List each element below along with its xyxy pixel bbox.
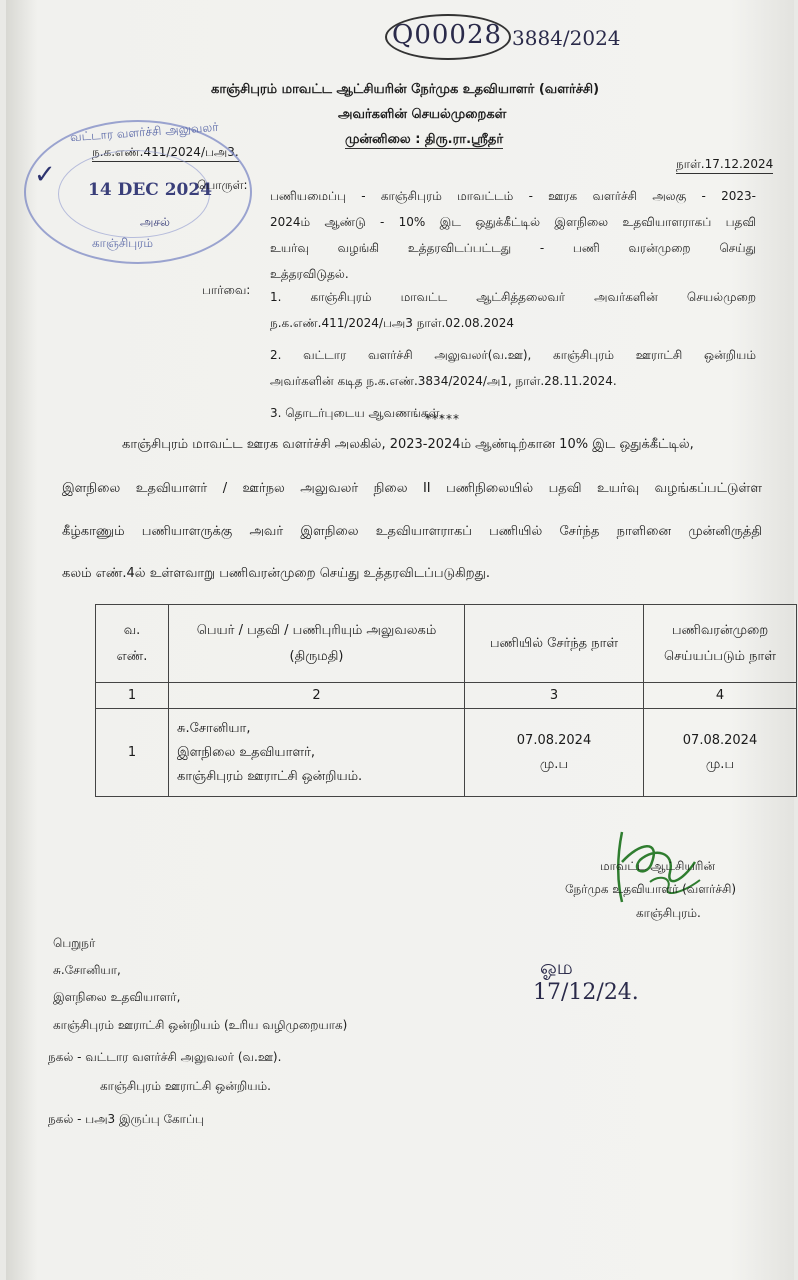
reference-list [270,284,756,426]
stamp-date: 14 DEC 2024 [88,180,213,200]
order-date: நாள்.17.12.2024 [676,157,773,174]
stamp-check-mark: ✓ [34,160,56,190]
reference-label: பார்வை: [202,283,251,297]
stamp-bottom-text: காஞ்சிபுரம் [92,236,154,250]
column-number: 1 [96,683,169,709]
recipient-line: சு.சோனியா, [53,963,121,977]
handwritten-initials: ஓம [540,955,573,979]
body-line-1: காஞ்சிபுரம் மாவட்ட ஊரக வளர்ச்சி அலகில், 2023-2024ம் ஆண்டிற்கான 10% இட ஒதுக்கீட்டில், [122,437,694,452]
recipient-line: காஞ்சிபுரம் ஊராட்சி ஒன்றியம் (உரிய வழிமுறையாக) [53,1018,348,1032]
file-number: ந.க.எண்.411/2024/பஅ3. [92,145,239,162]
subject-label: பொருள்: [197,178,248,192]
header-name [169,605,465,683]
table-header-row [96,605,797,683]
table-row [96,709,797,797]
row-name-line: இளநிலை உதவியாளர், [177,744,316,760]
body-line-2: இளநிலை உதவியாளர் / ஊர்நல அலுவலர் நிலை II பணிநிலையில் பதவி உயர்வு வழங்கப்பட்டுள்ள [62,481,762,496]
copy-to-file: நகல் - பஅ3 இருப்பு கோப்பு [48,1112,204,1126]
handwritten-date: 17/12/24. [533,980,639,1005]
header-text: வ. [123,622,141,638]
recipient-line: இளநிலை உதவியாளர், [53,990,181,1004]
header-join-date [465,605,644,683]
signatory-line-1: மாவட்ட ஆட்சியரின் [600,859,716,873]
subject-line: உத்தரவிடுதல். [270,267,349,281]
reference-item-1-line-1: 1. காஞ்சிபுரம் மாவட்ட ஆட்சித்தலைவர் அவர்களின் செயல்முறை [270,290,756,304]
copy-to-bdo-office: காஞ்சிபுரம் ஊராட்சி ஒன்றியம். [100,1079,271,1093]
recipient-label: பெறுநர் [53,936,96,950]
reference-item-3: 3. தொடர்புடைய ஆவணங்கள். [270,406,444,420]
row-join-date [465,709,644,797]
row-name [169,709,465,797]
circled-number: Q00028 [392,20,503,50]
reference-item-2-line-2: அவர்களின் கடித ந.க.எண்.3834/2024/அ1, நாள்.28.11.2024. [270,374,617,388]
body-line-3: கீழ்காணும் பணியாளருக்கு அவர் இளநிலை உதவியாளராகப் பணியில் சேர்ந்த நாளினை முன்னிருத்தி [62,524,762,539]
stamp-initials: அசல் [140,215,170,229]
subject-line: உயர்வு வழங்கி உத்தரவிடப்பட்டது - பணி வரன்முறை செய்து [270,241,756,255]
row-date: 07.08.2024 [682,732,758,748]
column-number: 3 [465,683,644,709]
header-regularisation-date [644,605,797,683]
stamp-top-text: வட்டார வளர்ச்சி அலுவலர் [69,119,219,145]
header-text: பணியில் சேர்ந்த நாள் [489,635,619,651]
column-number: 4 [644,683,797,709]
subject-text [270,183,756,287]
subject-line: பணியமைப்பு - காஞ்சிபுரம் மாவட்டம் - ஊரக வளர்ச்சி அலகு - 2023- [270,189,756,203]
header-line-1: காஞ்சிபுரம் மாவட்ட ஆட்சியரின் நேர்முக உதவியாளர் (வளர்ச்சி) [211,82,600,97]
row-date: 07.08.2024 [516,732,592,748]
header-presence: முன்னிலை : திரு.ரா.ஸ்ரீதர் [345,132,504,147]
signatory-line-2: நேர்முக உதவியாளர் (வளர்ச்சி) [565,882,737,896]
header-text: பெயர் / பதவி / பணிபுரியும் அலுவலகம் [196,622,437,638]
reference-item-2-line-1: 2. வட்டார வளர்ச்சி அலுவலர்(வ.ஊ), காஞ்சிபுரம் ஊராட்சி ஒன்றியம் [270,348,756,362]
signatory-line-3: காஞ்சிபுரம். [636,906,701,920]
header-text: எண். [116,648,148,664]
header-line-2: அவர்களின் செயல்முறைகள் [338,107,507,122]
reference-item-1-line-2: ந.க.எண்.411/2024/பஅ3 நாள்.02.08.2024 [270,316,515,330]
column-number: 2 [169,683,465,709]
row-session: மு.ப [539,756,569,772]
row-name-line: சு.சோனியா, [177,720,251,736]
separator-stars: ***** [425,412,460,426]
copy-to-bdo: நகல் - வட்டார வளர்ச்சி அலுவலர் (வ.ஊ). [48,1050,282,1064]
regularisation-table [95,604,797,797]
handwritten-ref-number: 3884/2024 [512,26,621,50]
row-sno: 1 [96,709,169,797]
column-number-row [96,683,797,709]
header-text: செய்யப்படும் நாள் [663,648,777,664]
row-session: மு.ப [705,756,735,772]
header-text: பணிவரன்முறை [671,622,769,638]
body-line-4: கலம் எண்.4ல் உள்ளவாறு பணிவரன்முறை செய்து உத்தரவிடப்படுகிறது. [62,566,490,581]
header-text: (திருமதி) [289,648,344,664]
row-name-line: காஞ்சிபுரம் ஊராட்சி ஒன்றியம். [177,768,363,784]
row-regularisation-date [644,709,797,797]
subject-line: 2024ம் ஆண்டு - 10% இட ஒதுக்கீட்டில் இளநிலை உதவியாளராகப் பதவி [270,215,756,229]
header-sno [96,605,169,683]
